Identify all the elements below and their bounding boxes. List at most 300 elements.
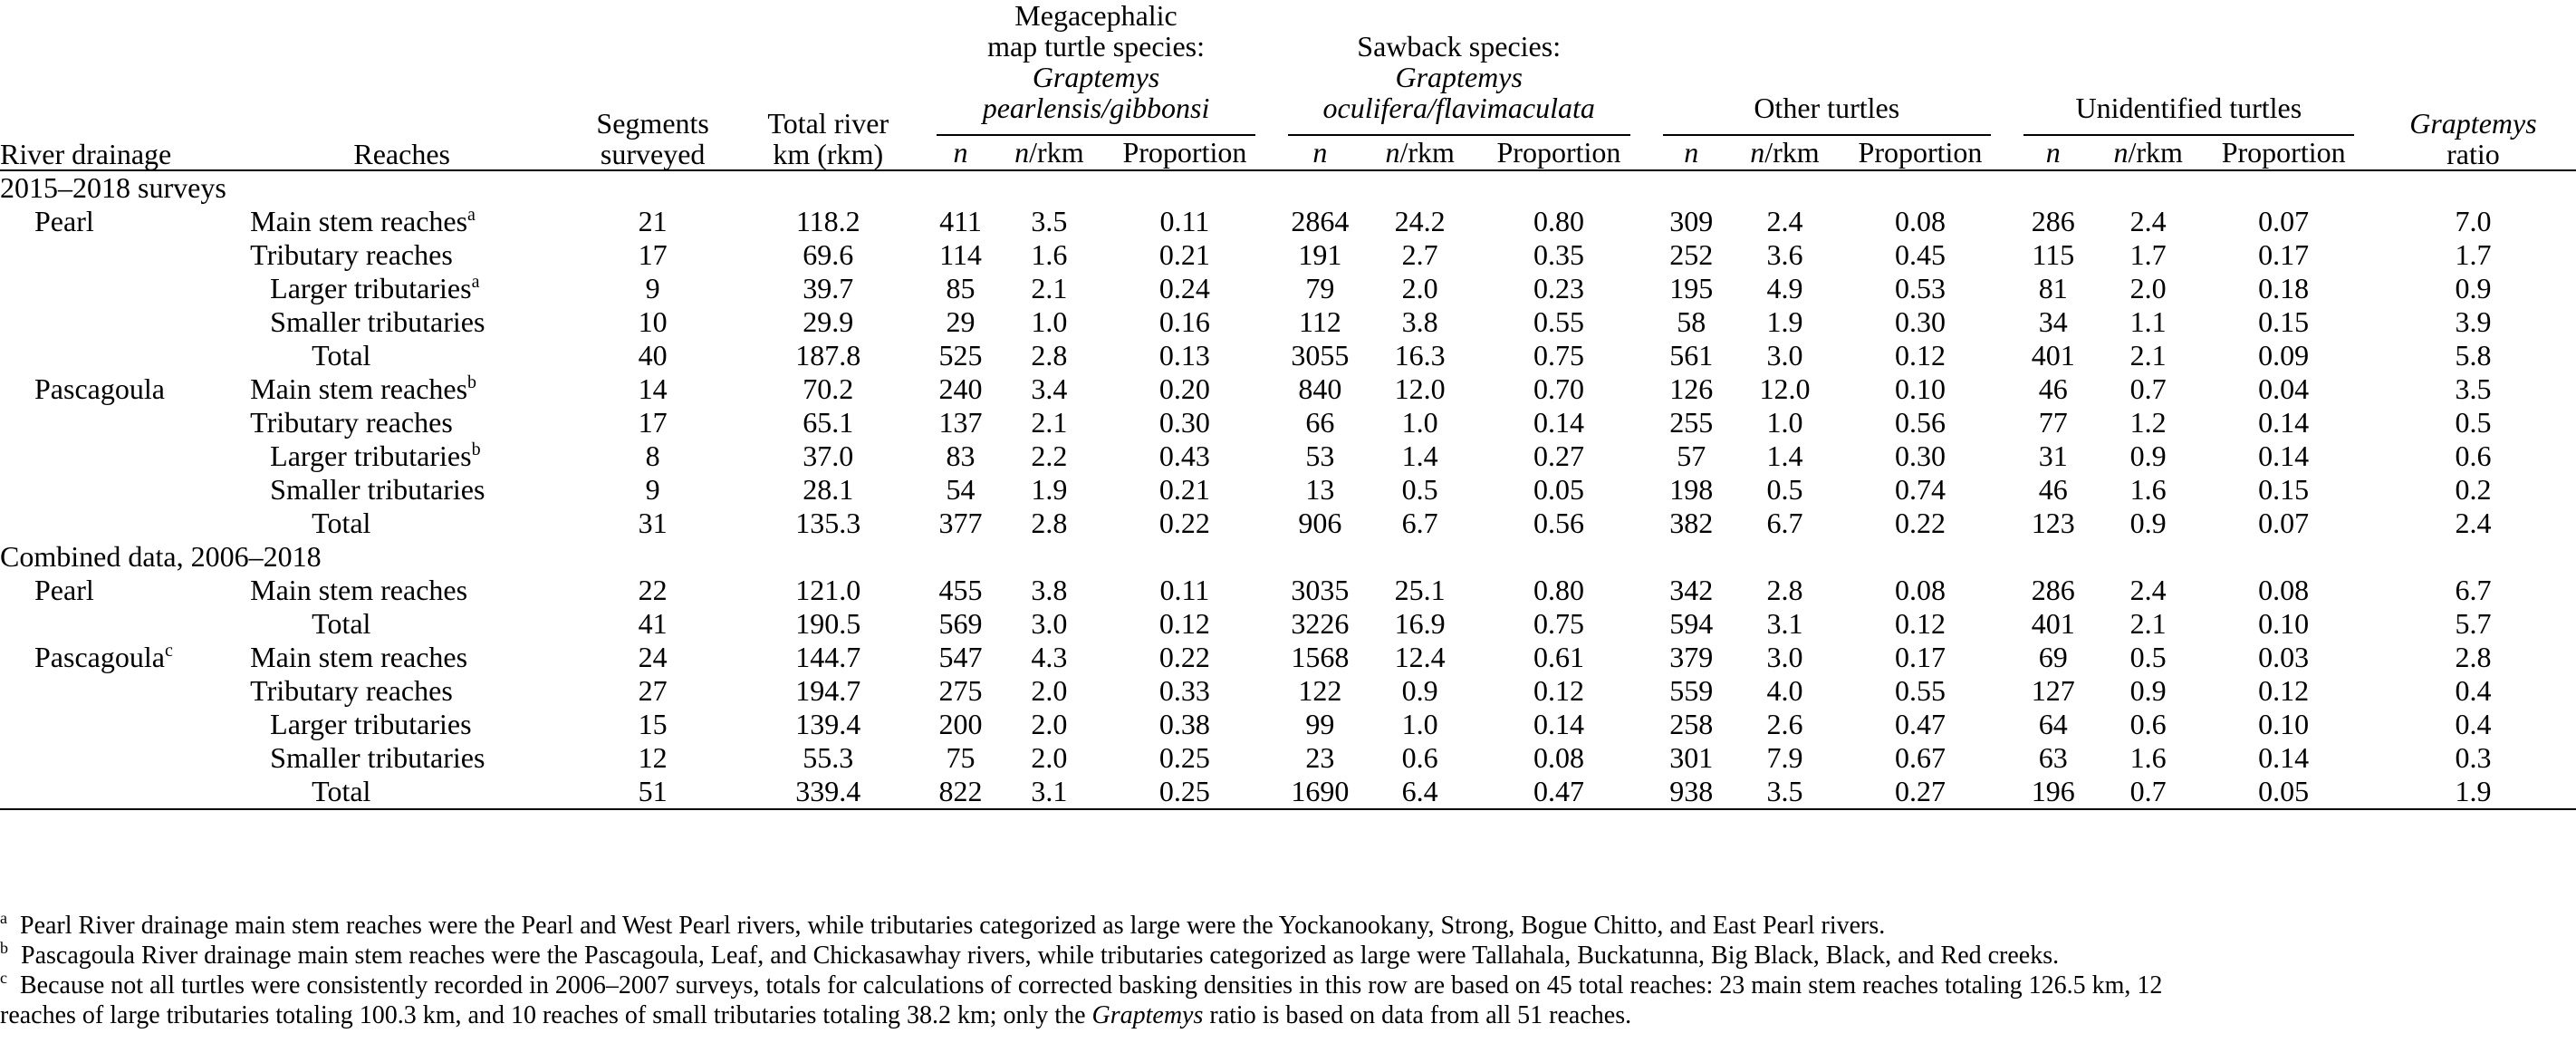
cell-value: 31 [638, 507, 668, 539]
cell-value: 0.08 [1533, 741, 1584, 774]
cell-value: 122 [1298, 674, 1342, 707]
header-unid-nrkm [2100, 136, 2197, 170]
cell-value: 2.0 [1031, 674, 1068, 707]
section-heading-row [0, 171, 2576, 205]
cell-value: 25.1 [1394, 574, 1446, 606]
table-row [0, 406, 2576, 439]
cell-value: 0.10 [2258, 607, 2310, 640]
reach-label-wrap [234, 708, 471, 741]
cell-value: 0.4 [2455, 674, 2492, 707]
cell-river-drainage [0, 339, 234, 372]
cell-value: 0.45 [1894, 238, 1946, 271]
cell-value: 1.6 [2129, 473, 2167, 506]
cell-value: 3035 [1291, 574, 1350, 606]
cell-value: 6.7 [1401, 507, 1438, 539]
cell-value: 547 [938, 641, 983, 673]
cell-value: 0.22 [1158, 507, 1210, 539]
cell-value: 286 [2031, 205, 2075, 237]
cell-value: 275 [938, 674, 983, 707]
cell-value: 0.14 [2258, 406, 2310, 439]
header-unid-n: n [2045, 136, 2061, 169]
cell-value: 12.4 [1394, 641, 1446, 673]
cell-value: 3.5 [2455, 372, 2492, 405]
cell-river-drainage [0, 574, 234, 607]
cell-value: 135.3 [795, 507, 861, 539]
cell-value: 0.21 [1158, 473, 1210, 506]
header-row-top [0, 0, 2576, 136]
header-river-drainage: River drainage [0, 138, 172, 170]
cell-value: 118.2 [795, 205, 860, 237]
header-group-unidentified [2007, 0, 2370, 136]
cell-value: 29 [946, 305, 976, 338]
reach-label: Total [312, 507, 371, 539]
cell-value: 46 [2038, 372, 2068, 405]
cell-value: 83 [946, 439, 976, 472]
cell-reach [234, 775, 570, 809]
footnote-a-mark: a [0, 909, 7, 927]
header-saw-rule [1288, 127, 1630, 136]
reach-label: Smaller tributaries [270, 305, 485, 338]
cell-reach [234, 507, 570, 540]
cell-value: 0.20 [1158, 372, 1210, 405]
cell-river-drainage [0, 674, 234, 708]
header-unid-nrkm-rest: /rkm [2128, 136, 2183, 169]
reach-label-wrap [234, 607, 370, 641]
cell-value: 0.24 [1158, 272, 1210, 304]
cell-value: 2.4 [2455, 507, 2492, 539]
cell-value: 9 [645, 272, 660, 304]
cell-value: 1568 [1291, 641, 1350, 673]
cell-reach [234, 741, 570, 775]
cell-value: 3.5 [1031, 205, 1068, 237]
reach-label-wrap [234, 674, 453, 708]
cell-value: 0.47 [1894, 708, 1946, 740]
reach-label-wrap [234, 272, 479, 305]
cell-value: 6.4 [1401, 775, 1438, 807]
cell-reach [234, 372, 570, 406]
river-drainage-name: Pascagoula [34, 372, 165, 405]
river-drainage-name: Pearl [34, 205, 94, 237]
cell-value: 1.6 [2129, 741, 2167, 774]
cell-value: 139.4 [795, 708, 861, 740]
cell-value: 3.8 [1401, 305, 1438, 338]
cell-value: 8 [645, 439, 660, 472]
cell-value: 401 [2031, 607, 2075, 640]
cell-value: 2.1 [1031, 272, 1068, 304]
cell-value: 4.9 [1766, 272, 1803, 304]
cell-value: 309 [1669, 205, 1714, 237]
cell-value: 137 [938, 406, 983, 439]
cell-value: 2.0 [2129, 272, 2167, 304]
header-ratio-line2: ratio [2446, 138, 2500, 170]
cell-value: 2.0 [1031, 741, 1068, 774]
cell-reach [234, 238, 570, 272]
cell-value: 0.3 [2455, 741, 2492, 774]
cell-value: 286 [2031, 574, 2075, 606]
table-row [0, 641, 2576, 674]
reach-label-wrap [234, 507, 370, 540]
cell-value: 0.07 [2258, 205, 2310, 237]
cell-value: 2.1 [1031, 406, 1068, 439]
cell-value: 2.4 [2129, 205, 2167, 237]
cell-value: 0.75 [1533, 607, 1584, 640]
cell-value: 2.4 [1766, 205, 1803, 237]
header-unid-proportion: Proportion [2221, 136, 2346, 169]
cell-value: 3.4 [1031, 372, 1068, 405]
cell-value: 0.6 [2129, 708, 2167, 740]
cell-value: 0.11 [1159, 205, 1210, 237]
cell-value: 17 [638, 406, 668, 439]
cell-value: 1.1 [2129, 305, 2167, 338]
reach-label-wrap [234, 741, 485, 775]
header-mega-line2: map turtle species: [987, 30, 1205, 63]
cell-value: 0.13 [1158, 339, 1210, 372]
cell-value: 126 [1669, 372, 1714, 405]
cell-value: 1.9 [1766, 305, 1803, 338]
reach-label: Total [312, 607, 371, 640]
header-segments-line2: surveyed [600, 138, 706, 170]
cell-value: 12.0 [1759, 372, 1811, 405]
cell-value: 2864 [1291, 205, 1350, 237]
cell-value: 559 [1669, 674, 1714, 707]
reach-label-wrap [234, 205, 476, 238]
cell-value: 2.8 [1031, 507, 1068, 539]
cell-value: 12 [638, 741, 668, 774]
header-mega-nrkm-n: n [1014, 136, 1030, 169]
cell-value: 0.03 [2258, 641, 2310, 673]
river-drainage-name: Pearl [34, 574, 94, 606]
header-saw-n: n [1312, 136, 1328, 169]
cell-value: 0.09 [2258, 339, 2310, 372]
reach-label: Main stem reaches [250, 641, 468, 673]
cell-river-drainage [0, 607, 234, 641]
cell-value: 16.9 [1394, 607, 1446, 640]
header-unid-nrkm-n: n [2113, 136, 2129, 169]
cell-value: 411 [939, 205, 982, 237]
cell-value: 0.07 [2258, 507, 2310, 539]
cell-value: 2.8 [2455, 641, 2492, 673]
cell-river-drainage [0, 372, 234, 406]
cell-value: 0.61 [1533, 641, 1584, 673]
cell-reach [234, 305, 570, 339]
footnote-a-text: Pearl River drainage main stem reaches were the Pearl and West Pearl rivers, while tributaries categorized as large were the Yockanookany, Strong, Bogue Chitto, and East Pearl rivers. [20, 912, 1886, 940]
section-heading: Combined data, 2006–2018 [0, 540, 322, 573]
cell-value: 0.5 [1401, 473, 1438, 506]
cell-value: 0.14 [1533, 406, 1584, 439]
cell-value: 342 [1669, 574, 1714, 606]
cell-river-drainage [0, 775, 234, 809]
cell-value: 194.7 [795, 674, 861, 707]
footnote-marker: b [467, 372, 477, 392]
cell-value: 0.30 [1894, 305, 1946, 338]
cell-value: 191 [1298, 238, 1342, 271]
cell-value: 1.9 [1031, 473, 1068, 506]
cell-value: 1690 [1291, 775, 1350, 807]
cell-value: 0.17 [1894, 641, 1946, 673]
cell-value: 2.4 [2129, 574, 2167, 606]
cell-value: 0.7 [2129, 372, 2167, 405]
cell-value: 0.9 [2455, 272, 2492, 304]
footnote-marker: b [471, 439, 481, 459]
header-other-proportion: Proportion [1858, 136, 1983, 169]
cell-value: 0.5 [2129, 641, 2167, 673]
cell-value: 594 [1669, 607, 1714, 640]
cell-value: 0.21 [1158, 238, 1210, 271]
cell-value: 3.5 [1766, 775, 1803, 807]
cell-value: 0.25 [1158, 775, 1210, 807]
cell-reach [234, 708, 570, 741]
header-saw-nrkm-rest: /rkm [1399, 136, 1455, 169]
cell-value: 22 [638, 574, 668, 606]
cell-value: 0.9 [2129, 507, 2167, 539]
cell-value: 46 [2038, 473, 2068, 506]
cell-value: 77 [2038, 406, 2068, 439]
cell-value: 0.04 [2258, 372, 2310, 405]
cell-value: 3.1 [1766, 607, 1803, 640]
table-row [0, 238, 2576, 272]
cell-value: 198 [1669, 473, 1714, 506]
cell-value: 0.30 [1894, 439, 1946, 472]
cell-value: 112 [1299, 305, 1341, 338]
cell-value: 0.9 [2129, 439, 2167, 472]
cell-value: 115 [2032, 238, 2075, 271]
cell-value: 0.55 [1894, 674, 1946, 707]
cell-reach [234, 674, 570, 708]
cell-value: 3.9 [2455, 305, 2492, 338]
reach-label: Tributary reaches [250, 674, 453, 707]
header-saw-line2: Graptemys [1395, 61, 1523, 93]
cell-value: 63 [2038, 741, 2068, 774]
footnote-c-text-2c: ratio is based on data from all 51 reaches. [1203, 1001, 1632, 1029]
cell-value: 13 [1305, 473, 1335, 506]
footnote-c [0, 971, 2576, 1000]
cell-value: 1.9 [2455, 775, 2492, 807]
cell-river-drainage [0, 641, 234, 674]
reach-label: Larger tributaries [270, 272, 472, 304]
cell-value: 17 [638, 238, 668, 271]
reach-label: Main stem reaches [250, 372, 468, 405]
cell-value: 0.30 [1158, 406, 1210, 439]
cell-river-drainage [0, 305, 234, 339]
cell-value: 3226 [1291, 607, 1350, 640]
cell-value: 3.0 [1031, 607, 1068, 640]
cell-value: 9 [645, 473, 660, 506]
cell-value: 0.08 [1894, 574, 1946, 606]
cell-value: 144.7 [795, 641, 861, 673]
header-mega-nrkm-rest: /rkm [1029, 136, 1084, 169]
cell-value: 0.12 [1894, 607, 1946, 640]
cell-value: 382 [1669, 507, 1714, 539]
cell-value: 0.9 [2129, 674, 2167, 707]
cell-reach [234, 439, 570, 473]
cell-value: 0.05 [2258, 775, 2310, 807]
cell-value: 0.55 [1533, 305, 1584, 338]
cell-value: 0.6 [1401, 741, 1438, 774]
cell-value: 2.8 [1766, 574, 1803, 606]
footnotes [0, 911, 2576, 1030]
cell-value: 0.67 [1894, 741, 1946, 774]
footnote-b [0, 941, 2576, 971]
cell-value: 0.12 [1533, 674, 1584, 707]
cell-value: 79 [1305, 272, 1335, 304]
cell-value: 15 [638, 708, 668, 740]
cell-value: 1.2 [2129, 406, 2167, 439]
cell-value: 0.23 [1533, 272, 1584, 304]
cell-value: 24 [638, 641, 668, 673]
reach-label: Total [312, 775, 371, 807]
cell-value: 339.4 [795, 775, 861, 807]
cell-value: 31 [2038, 439, 2068, 472]
cell-reach [234, 641, 570, 674]
cell-value: 938 [1669, 775, 1714, 807]
cell-value: 5.7 [2455, 607, 2492, 640]
header-saw-nrkm-n: n [1385, 136, 1400, 169]
cell-value: 0.27 [1894, 775, 1946, 807]
cell-value: 1.0 [1031, 305, 1068, 338]
header-segments-line1: Segments [596, 107, 709, 140]
cell-value: 69.6 [803, 238, 854, 271]
table-row [0, 339, 2576, 372]
cell-value: 0.35 [1533, 238, 1584, 271]
cell-value: 3.1 [1031, 775, 1068, 807]
header-totalkm-line1: Total river [767, 107, 889, 140]
cell-value: 0.74 [1894, 473, 1946, 506]
header-mega-nrkm [1001, 136, 1099, 170]
cell-value: 37.0 [803, 439, 854, 472]
footnote-c-text-2a: reaches of large tributaries totaling 100.3 km, and 10 reaches of small tributaries totaling 38.2 km; only the [0, 1001, 1092, 1029]
reach-label: Tributary reaches [250, 238, 453, 271]
cell-value: 0.5 [1766, 473, 1803, 506]
table-row [0, 507, 2576, 540]
cell-value: 69 [2038, 641, 2068, 673]
cell-value: 1.0 [1766, 406, 1803, 439]
cell-value: 0.12 [1894, 339, 1946, 372]
cell-value: 51 [638, 775, 668, 807]
cell-value: 21 [638, 205, 668, 237]
cell-value: 28.1 [803, 473, 854, 506]
cell-value: 0.14 [2258, 439, 2310, 472]
cell-reach [234, 607, 570, 641]
cell-value: 0.43 [1158, 439, 1210, 472]
cell-value: 41 [638, 607, 668, 640]
cell-value: 822 [938, 775, 983, 807]
cell-value: 1.0 [1401, 708, 1438, 740]
header-mega-line4: pearlensis/gibbonsi [982, 92, 1210, 124]
header-saw-line3: oculifera/flavimaculata [1322, 92, 1595, 124]
header-other-n: n [1684, 136, 1699, 169]
cell-value: 10 [638, 305, 668, 338]
header-unid-rule [2023, 127, 2354, 136]
reach-label: Main stem reaches [250, 574, 468, 606]
cell-value: 99 [1305, 708, 1335, 740]
cell-value: 4.3 [1031, 641, 1068, 673]
header-other-nrkm-n: n [1750, 136, 1765, 169]
cell-value: 196 [2031, 775, 2075, 807]
reach-label-wrap [234, 238, 453, 272]
cell-value: 2.2 [1031, 439, 1068, 472]
footnote-marker: c [164, 641, 173, 661]
cell-value: 2.1 [2129, 607, 2167, 640]
cell-river-drainage [0, 439, 234, 473]
cell-river-drainage [0, 205, 234, 238]
header-mega-line3: Graptemys [1032, 61, 1160, 93]
header-other-label: Other turtles [1754, 92, 1900, 124]
table-bottom-rule-cell [0, 809, 2576, 810]
reach-label-wrap [234, 372, 476, 406]
table-body [0, 171, 2576, 810]
cell-value: 127 [2031, 674, 2075, 707]
footnote-marker: a [467, 205, 476, 225]
cell-value: 114 [939, 238, 982, 271]
cell-value: 70.2 [803, 372, 854, 405]
cell-value: 16.3 [1394, 339, 1446, 372]
cell-value: 0.27 [1533, 439, 1584, 472]
header-reaches: Reaches [353, 138, 450, 170]
section-heading: 2015–2018 surveys [0, 171, 226, 204]
cell-value: 0.15 [2258, 473, 2310, 506]
header-ratio-line1: Graptemys [2409, 107, 2537, 140]
cell-reach [234, 473, 570, 507]
header-segments-surveyed [570, 0, 735, 170]
cell-value: 187.8 [795, 339, 861, 372]
cell-value: 2.8 [1031, 339, 1068, 372]
reach-label-wrap [234, 406, 453, 439]
cell-value: 1.7 [2455, 238, 2492, 271]
cell-value: 27 [638, 674, 668, 707]
cell-value: 5.8 [2455, 339, 2492, 372]
cell-value: 34 [2038, 305, 2068, 338]
cell-river-drainage [0, 708, 234, 741]
cell-value: 0.10 [2258, 708, 2310, 740]
cell-value: 3.0 [1766, 339, 1803, 372]
table-row [0, 674, 2576, 708]
cell-value: 0.11 [1159, 574, 1210, 606]
header-mega-n: n [953, 136, 968, 169]
cell-value: 0.16 [1158, 305, 1210, 338]
cell-value: 14 [638, 372, 668, 405]
cell-value: 0.22 [1158, 641, 1210, 673]
footnote-c-mark: c [0, 969, 7, 987]
cell-value: 24.2 [1394, 205, 1446, 237]
cell-value: 0.75 [1533, 339, 1584, 372]
reach-label-wrap [234, 439, 480, 473]
cell-value: 0.4 [2455, 708, 2492, 740]
cell-value: 3.8 [1031, 574, 1068, 606]
cell-value: 0.9 [1401, 674, 1438, 707]
cell-value: 0.25 [1158, 741, 1210, 774]
cell-value: 569 [938, 607, 983, 640]
cell-value: 29.9 [803, 305, 854, 338]
cell-value: 65.1 [803, 406, 854, 439]
cell-value: 0.17 [2258, 238, 2310, 271]
cell-value: 0.5 [2455, 406, 2492, 439]
cell-value: 258 [1669, 708, 1714, 740]
cell-value: 379 [1669, 641, 1714, 673]
cell-value: 0.18 [2258, 272, 2310, 304]
table-row [0, 439, 2576, 473]
footnote-b-text: Pascagoula River drainage main stem reaches were the Pascagoula, Leaf, and Chickasawhay rivers, while tributaries categorized as large were Tallahala, Buckatunna, Big Black, Black, and Red creeks. [21, 942, 2060, 970]
cell-value: 1.4 [1401, 439, 1438, 472]
cell-reach [234, 339, 570, 372]
table-row [0, 607, 2576, 641]
header-other-nrkm-rest: /rkm [1764, 136, 1820, 169]
table-row [0, 305, 2576, 339]
cell-value: 3.6 [1766, 238, 1803, 271]
cell-value: 0.2 [2455, 473, 2492, 506]
cell-river-drainage [0, 272, 234, 305]
reach-label: Total [312, 339, 371, 372]
footnote-c-cont [0, 1000, 2576, 1030]
